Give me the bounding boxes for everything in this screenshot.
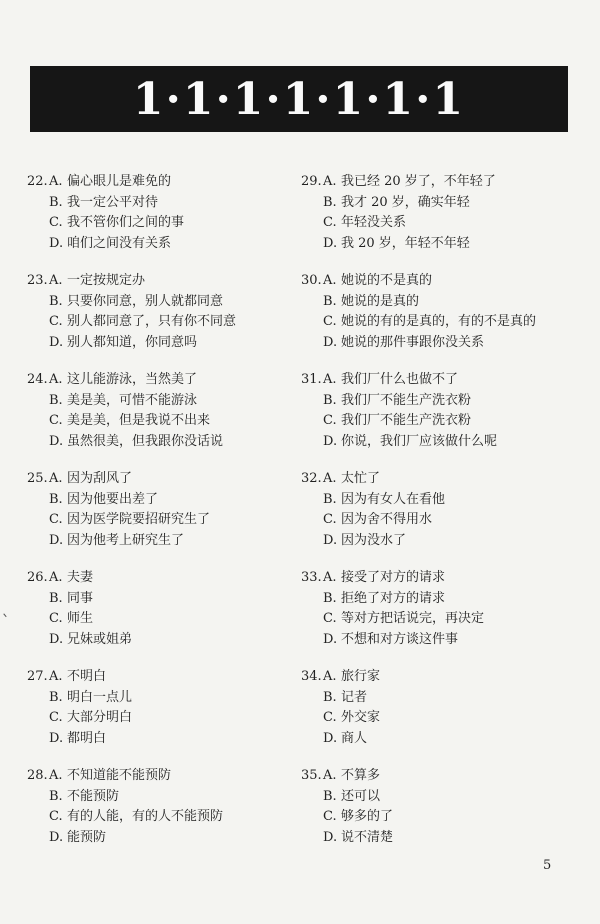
answer-option (27, 490, 292, 511)
answer-option (27, 234, 292, 255)
option-text: 别人都知道，你同意吗 (67, 334, 198, 350)
option-text: 拒绝了对方的请求 (341, 590, 446, 606)
option-text: 够多的了 (341, 809, 394, 824)
answer-option (301, 391, 591, 412)
option-text: 虽然很美，但我跟你没话说 (67, 433, 224, 449)
option-letter: B. (49, 590, 63, 606)
answer-option (27, 568, 292, 589)
option-text: 我们厂不能生产洗衣粉 (341, 413, 472, 428)
option-text: 我一定公平对待 (67, 194, 159, 210)
option-letter: D. (323, 829, 338, 845)
option-text: 同事 (67, 590, 94, 606)
answer-option (301, 432, 591, 453)
option-text: 能预防 (67, 829, 107, 845)
option-text: 你说，我们厂应该做什么呢 (341, 433, 498, 449)
answer-option (301, 787, 591, 808)
option-letter: C. (323, 809, 337, 824)
option-text: 我 20 岁，年轻不年轻 (341, 235, 470, 251)
option-text: 太忙了 (341, 471, 381, 486)
answer-option (301, 292, 591, 313)
answer-option (301, 667, 591, 688)
question-item (27, 370, 292, 469)
answer-option (27, 609, 292, 630)
option-letter: B. (49, 689, 63, 705)
answer-option (301, 729, 591, 750)
option-letter: A. (49, 570, 63, 585)
question-number: 30. (301, 273, 322, 288)
left-question-column (27, 172, 292, 865)
answer-option (27, 469, 292, 490)
option-text: 因为医学院要招研究生了 (67, 512, 211, 527)
answer-option (27, 708, 292, 729)
option-letter: A. (49, 273, 63, 288)
option-text: 她说的不是真的 (341, 273, 433, 288)
answer-option (27, 333, 292, 354)
answer-option (27, 213, 292, 234)
option-letter: B. (323, 293, 337, 309)
option-letter: C. (49, 611, 63, 626)
option-letter: C. (323, 314, 337, 329)
answer-option (27, 432, 292, 453)
question-number: 25. (27, 471, 48, 486)
answer-option (301, 630, 591, 651)
option-letter: A. (323, 570, 337, 585)
answer-option (27, 172, 292, 193)
answer-option (27, 766, 292, 787)
answer-option (301, 193, 591, 214)
option-letter: D. (49, 334, 64, 350)
option-text: 还可以 (341, 788, 381, 804)
question-number: 33. (301, 570, 322, 585)
question-number: 24. (27, 372, 48, 387)
option-letter: D. (49, 829, 64, 845)
question-item (301, 271, 591, 370)
option-text: 等对方把话说完，再决定 (341, 611, 485, 626)
question-item (301, 568, 591, 667)
question-item (301, 370, 591, 469)
option-text: 不知道能不能预防 (67, 768, 172, 783)
option-text: 我们厂不能生产洗衣粉 (341, 392, 472, 408)
option-letter: D. (49, 730, 64, 746)
option-letter: C. (49, 710, 63, 725)
option-text: 商人 (341, 730, 368, 746)
option-text: 因为有女人在看他 (341, 491, 446, 507)
option-text: 我已经 20 岁了，不年轻了 (341, 174, 496, 189)
question-item (27, 172, 292, 271)
question-item (301, 766, 591, 865)
option-text: 因为没水了 (341, 532, 407, 548)
option-text: 夫妻 (67, 570, 94, 585)
answer-option (27, 411, 292, 432)
option-text: 她说的有的是真的，有的不是真的 (341, 314, 537, 329)
option-letter: C. (323, 215, 337, 230)
question-number: 27. (27, 669, 48, 684)
option-letter: A. (323, 372, 337, 387)
answer-option (301, 469, 591, 490)
option-letter: A. (323, 174, 337, 189)
option-text: 别人都同意了，只有你不同意 (67, 314, 237, 329)
answer-option (27, 630, 292, 651)
option-text: 因为舍不得用水 (341, 512, 433, 527)
option-text: 旅行家 (341, 669, 381, 684)
option-text: 不算多 (341, 768, 381, 783)
question-number: 28. (27, 768, 48, 783)
answer-option (301, 271, 591, 292)
option-letter: A. (49, 669, 63, 684)
option-text: 偏心眼儿是难免的 (67, 174, 172, 189)
option-letter: C. (323, 512, 337, 527)
question-number: 22. (27, 174, 48, 189)
option-letter: A. (323, 669, 337, 684)
option-letter: B. (323, 788, 337, 804)
answer-option (301, 609, 591, 630)
option-text: 不想和对方谈这件事 (341, 631, 459, 647)
answer-option (27, 729, 292, 750)
option-letter: A. (323, 471, 337, 486)
option-text: 有的人能，有的人不能预防 (67, 809, 224, 824)
answer-option (301, 370, 591, 391)
option-letter: B. (323, 194, 337, 210)
option-letter: D. (323, 730, 338, 746)
option-text: 咱们之间没有关系 (67, 235, 172, 251)
answer-option (301, 807, 591, 828)
question-number: 32. (301, 471, 322, 486)
stray-mark (3, 611, 9, 617)
question-item (301, 172, 591, 271)
answer-option (27, 828, 292, 849)
answer-option (301, 708, 591, 729)
option-letter: C. (49, 314, 63, 329)
question-number: 26. (27, 570, 48, 585)
answer-option (27, 271, 292, 292)
question-item (27, 271, 292, 370)
option-text: 年轻没关系 (341, 215, 407, 230)
question-item (27, 469, 292, 568)
option-letter: A. (49, 174, 63, 189)
answer-option (301, 411, 591, 432)
answer-option (301, 510, 591, 531)
question-number: 34. (301, 669, 322, 684)
answer-option (27, 193, 292, 214)
option-letter: C. (49, 413, 63, 428)
question-item (27, 766, 292, 865)
option-text: 兄妹或姐弟 (67, 631, 133, 647)
question-item (301, 469, 591, 568)
option-text: 记者 (341, 689, 368, 705)
answer-option (301, 333, 591, 354)
option-letter: D. (49, 532, 64, 548)
answer-option (301, 234, 591, 255)
option-text: 说不清楚 (341, 829, 394, 845)
question-item (301, 667, 591, 766)
option-text: 她说的是真的 (341, 293, 420, 309)
option-text: 我才 20 岁，确实年轻 (341, 194, 470, 210)
answer-option (301, 828, 591, 849)
answer-option (27, 391, 292, 412)
option-letter: C. (49, 512, 63, 527)
option-letter: B. (323, 590, 337, 606)
option-text: 因为他考上研究生了 (67, 532, 185, 548)
option-letter: B. (49, 491, 63, 507)
answer-option (27, 292, 292, 313)
option-text: 接受了对方的请求 (341, 570, 446, 585)
question-number: 29. (301, 174, 322, 189)
page-banner: 1·1·1·1·1·1·1 (30, 66, 568, 132)
answer-option (301, 172, 591, 193)
option-letter: B. (49, 392, 63, 408)
answer-option (301, 312, 591, 333)
option-letter: B. (49, 194, 63, 210)
option-text: 她说的那件事跟你没关系 (341, 334, 485, 350)
question-item (27, 667, 292, 766)
option-letter: C. (323, 413, 337, 428)
answer-option (301, 589, 591, 610)
option-letter: C. (323, 611, 337, 626)
option-text: 因为他要出差了 (67, 491, 159, 507)
answer-option (301, 688, 591, 709)
option-text: 只要你同意，别人就都同意 (67, 293, 224, 309)
answer-option (27, 667, 292, 688)
option-letter: C. (49, 809, 63, 824)
answer-option (27, 688, 292, 709)
option-letter: C. (49, 215, 63, 230)
option-letter: D. (323, 532, 338, 548)
option-letter: B. (49, 293, 63, 309)
option-text: 师生 (67, 611, 94, 626)
answer-option (27, 787, 292, 808)
option-text: 这儿能游泳，当然美了 (67, 372, 198, 387)
option-text: 大部分明白 (67, 710, 133, 725)
option-text: 美是美，可惜不能游泳 (67, 392, 198, 408)
answer-option (301, 213, 591, 234)
answer-option (27, 510, 292, 531)
page-number: 5 (543, 858, 552, 873)
option-text: 明白一点儿 (67, 689, 133, 705)
answer-option (27, 370, 292, 391)
option-letter: D. (49, 235, 64, 251)
question-number: 35. (301, 768, 322, 783)
question-item (27, 568, 292, 667)
option-text: 都明白 (67, 730, 107, 746)
option-letter: A. (49, 372, 63, 387)
option-text: 因为刮风了 (67, 471, 133, 486)
right-question-column (301, 172, 591, 865)
option-letter: B. (323, 392, 337, 408)
option-letter: B. (49, 788, 63, 804)
answer-option (27, 589, 292, 610)
option-letter: A. (49, 471, 63, 486)
option-letter: B. (323, 689, 337, 705)
option-letter: D. (323, 631, 338, 647)
option-letter: A. (49, 768, 63, 783)
answer-option (27, 807, 292, 828)
option-letter: D. (49, 631, 64, 647)
option-text: 不能预防 (67, 788, 120, 804)
option-letter: B. (323, 491, 337, 507)
option-text: 外交家 (341, 710, 381, 725)
answer-option (301, 490, 591, 511)
question-number: 23. (27, 273, 48, 288)
option-text: 不明白 (67, 669, 107, 684)
answer-option (301, 766, 591, 787)
option-letter: C. (323, 710, 337, 725)
answer-option (301, 531, 591, 552)
option-text: 美是美，但是我说不出来 (67, 413, 211, 428)
answer-option (301, 568, 591, 589)
option-text: 我们厂什么也做不了 (341, 372, 459, 387)
question-number: 31. (301, 372, 322, 387)
option-letter: D. (49, 433, 64, 449)
option-letter: A. (323, 273, 337, 288)
option-text: 一定按规定办 (67, 273, 146, 288)
option-letter: D. (323, 433, 338, 449)
answer-option (27, 312, 292, 333)
option-letter: D. (323, 235, 338, 251)
answer-option (27, 531, 292, 552)
option-letter: A. (323, 768, 337, 783)
option-letter: D. (323, 334, 338, 350)
option-text: 我不管你们之间的事 (67, 215, 185, 230)
